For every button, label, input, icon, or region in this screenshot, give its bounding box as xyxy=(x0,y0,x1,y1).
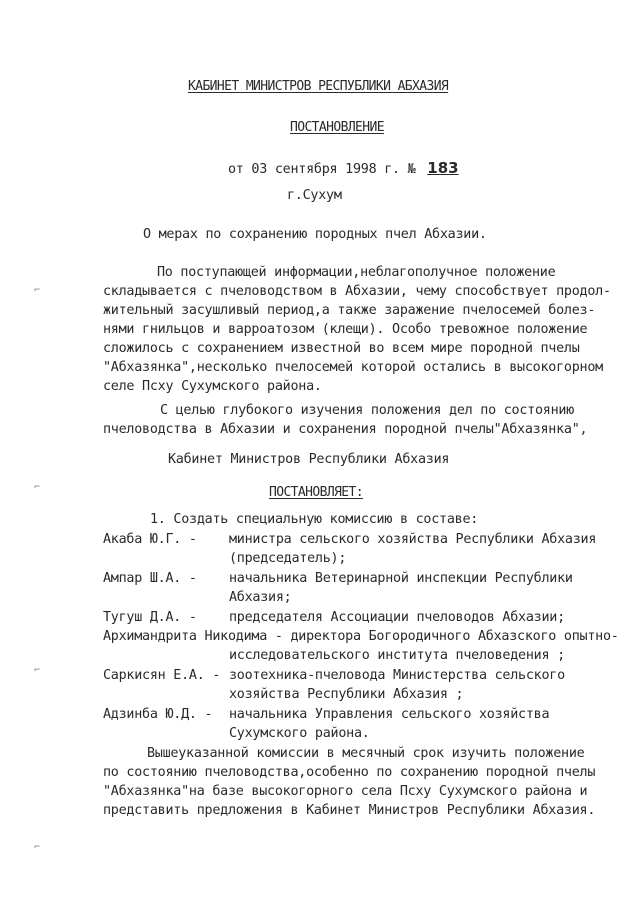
preamble-line: пчеловодства в Абхазии и сохранения породной пчелы"Абхазянка", xyxy=(103,422,588,437)
member-name: Ампар Ш.А. - xyxy=(103,571,197,586)
item-1-heading: 1. Создать специальную комиссию в составе: xyxy=(150,512,479,527)
preamble-line: нями гнильцов и варроатозом (клещи). Особо тревожное положение xyxy=(103,322,588,337)
decree-date xyxy=(228,159,459,179)
member-role-cont: Абхазия; xyxy=(229,590,292,605)
member-role-cont: Сухумского района. xyxy=(229,726,370,741)
member-role: председателя Ассоциации пчеловодов Абхазии; xyxy=(229,610,565,625)
member-name: Акаба Ю.Г. - xyxy=(103,532,197,547)
member-name: Архимандрита Никодима - директора Богородичного Абхазского опытно- xyxy=(103,629,619,644)
member-role-cont: хозяйства Республики Абхазия ; xyxy=(229,687,464,702)
preamble-line: С целью глубокого изучения положения дел по состоянию xyxy=(160,403,575,418)
decree-city: г.Сухум xyxy=(287,188,342,203)
preamble-line: По поступающей информации,неблагополучное положение xyxy=(157,265,556,280)
member-role: начальника Управления сельского хозяйства xyxy=(229,707,550,722)
closing-line: "Абхазянка"на базе высокогорного села Псху Сухумского района и xyxy=(103,784,588,799)
margin-mark-2: ⌐ xyxy=(34,482,41,493)
margin-mark-1: ⌐ xyxy=(34,285,41,296)
decree-subject: О мерах по сохранению породных пчел Абхазии. xyxy=(143,227,487,242)
preamble-line: селе Псху Сухумского района. xyxy=(103,379,322,394)
preamble-line: "Абхазянка",несколько пчелосемей которой остались в высокогорном xyxy=(103,360,603,375)
member-name: Тугуш Д.А. - xyxy=(103,610,197,625)
decree-word: ПОСТАНОВЛЯЕТ: xyxy=(269,485,363,500)
member-name: Саркисян Е.А. - xyxy=(103,668,221,683)
closing-line: по состоянию пчеловодства,особенно по сохранению породной пчелы xyxy=(103,765,596,780)
org-title: КАБИНЕТ МИНИСТРОВ РЕСПУБЛИКИ АБХАЗИЯ xyxy=(188,79,449,94)
closing-line: Вышеуказанной комиссии в месячный срок изучить положение xyxy=(147,746,585,761)
member-role-cont: исследовательского института пчеловедения ; xyxy=(229,648,565,663)
member-role-cont: (председатель); xyxy=(229,551,347,566)
preamble-line: складывается с пчеловодством в Абхазии, чему способствует продол- xyxy=(103,284,611,299)
decree-date-text: от 03 сентября 1998 г. № xyxy=(228,162,416,177)
member-name: Адзинба Ю.Д. - xyxy=(103,707,213,722)
preamble-line: сложилось с сохранением известной во всем мире породной пчелы xyxy=(103,341,580,356)
margin-mark-3: ⌐ xyxy=(34,665,41,676)
closing-line: представить предложения в Кабинет Министров Республики Абхазия. xyxy=(103,803,596,818)
doc-type-title: ПОСТАНОВЛЕНИЕ xyxy=(290,120,384,135)
cabinet-line: Кабинет Министров Республики Абхазия xyxy=(168,452,450,467)
margin-mark-4: ⌐ xyxy=(34,842,41,853)
member-role: начальника Ветеринарной инспекции Республики xyxy=(229,571,573,586)
member-role: зоотехника-пчеловода Министерства сельского xyxy=(229,668,565,683)
member-role: министра сельского хозяйства Республики Абхазия xyxy=(229,532,597,547)
decree-number: 183 xyxy=(427,159,459,177)
preamble-line: жительный засушливый период,а также заражение пчелосемей болез- xyxy=(103,303,596,318)
